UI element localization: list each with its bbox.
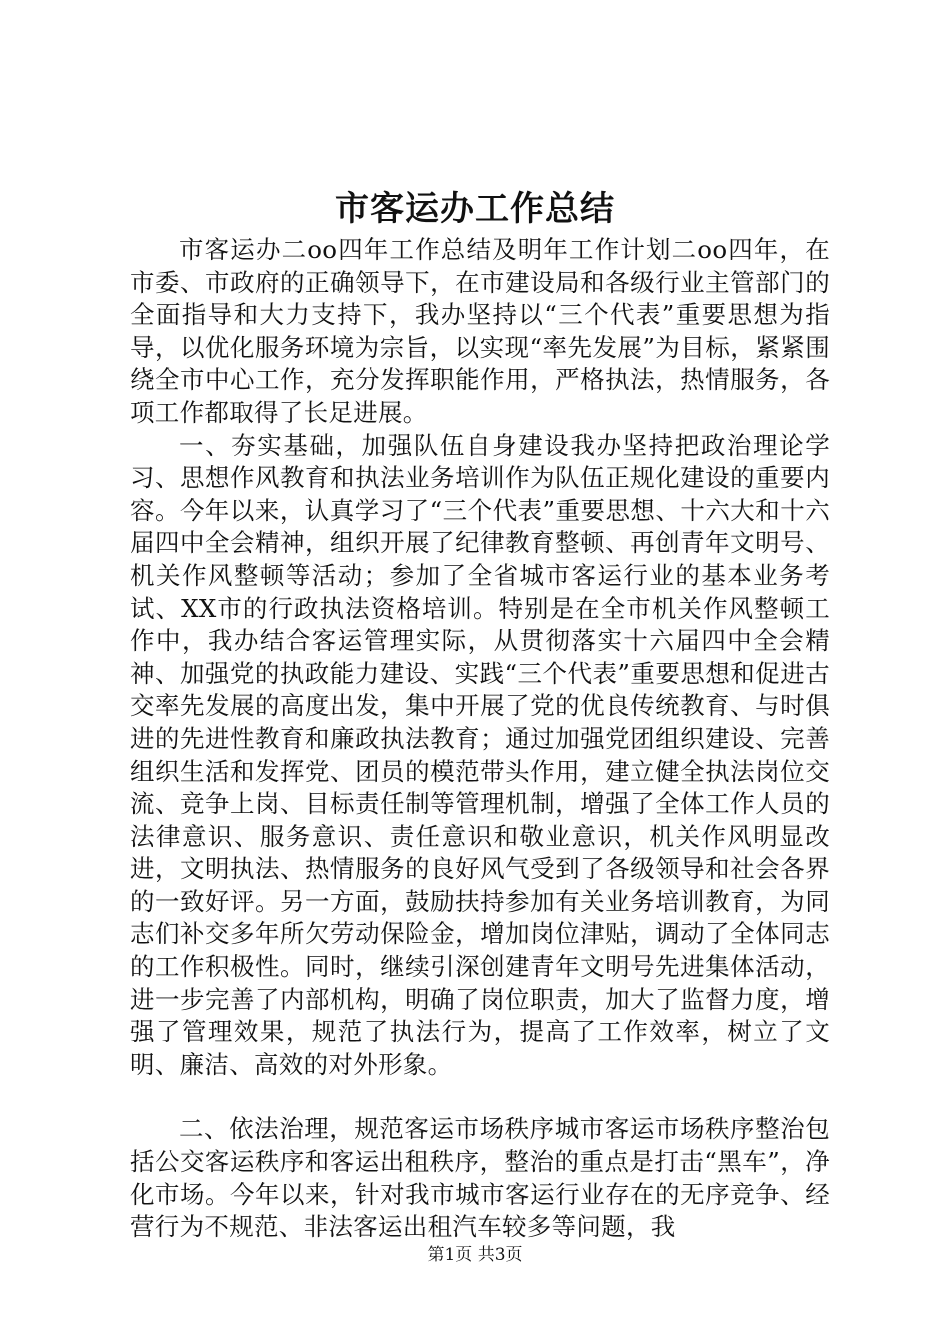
paragraph-section-one: 一、夯实基础，加强队伍自身建设我办坚持把政治理论学习、思想作风教育和执法业务培训作为队伍正规化建设的重要内容。今年以来，认真学习了“三个代表”重要思想、十六大和十六届四中全会精神，组织开展了纪律教育整顿、再创青年文明号、机关作风整顿等活动；参加了全省城市客运行业的基本业务考试、XX市的行政执法资格培训。特别是在全市机关作风整顿工作中，我办结合客运管理实际，从贯彻落实十六届四中全会精神、加强党的执政能力建设、实践“三个代表”重要思想和促进古交率先发展的高度出发，集中开展了党的优良传统教育、与时俱进的先进性教育和廉政执法教育；通过加强党团组织建设、完善组织生活和发挥党、团员的模范带头作用，建立健全执法岗位交流、竞争上岗、目标责任制等管理机制，增强了全体工作人员的法律意识、服务意识、责任意识和敬业意识，机关作风明显改进，文明执法、热情服务的良好风气受到了各级领导和社会各界的一致好评。另一方面，鼓励扶持参加有关业务培训教育，为同志们补交多年所欠劳动保险金，增加岗位津贴，调动了全体同志的工作积极性。同时，继续引深创建青年文明号先进集体活动，进一步完善了内部机构，明确了岗位职责，加大了监督力度，增强了管理效果，规范了执法行为，提高了工作效率，树立了文明、廉洁、高效的对外形象。 [130,430,830,1079]
paragraph-section-two: 二、依法治理，规范客运市场秩序城市客运市场秩序整治包括公交客运秩序和客运出租秩序，整治的重点是打击“黑车”，净化市场。今年以来，针对我市城市客运行业存在的无序竞争、经营行为不规范、非法客运出租汽车较多等问题，我 [130,1114,830,1242]
paragraph-intro: 市客运办二oo四年工作总结及明年工作计划二oo四年，在市委、市政府的正确领导下，在市建设局和各级行业主管部门的全面指导和大力支持下，我办坚持以“三个代表”重要思想为指导，以优化服务环境为宗旨，以实现“率先发展”为目标，紧紧围绕全市中心工作，充分发挥职能作用，严格执法，热情服务，各项工作都取得了长足进展。 [130,235,830,427]
page-footer: 第1页 共3页 [427,1245,523,1265]
document-body [130,234,830,1244]
document-title: 市客运办工作总结 [335,189,615,229]
paragraph-spacer [130,1081,830,1113]
